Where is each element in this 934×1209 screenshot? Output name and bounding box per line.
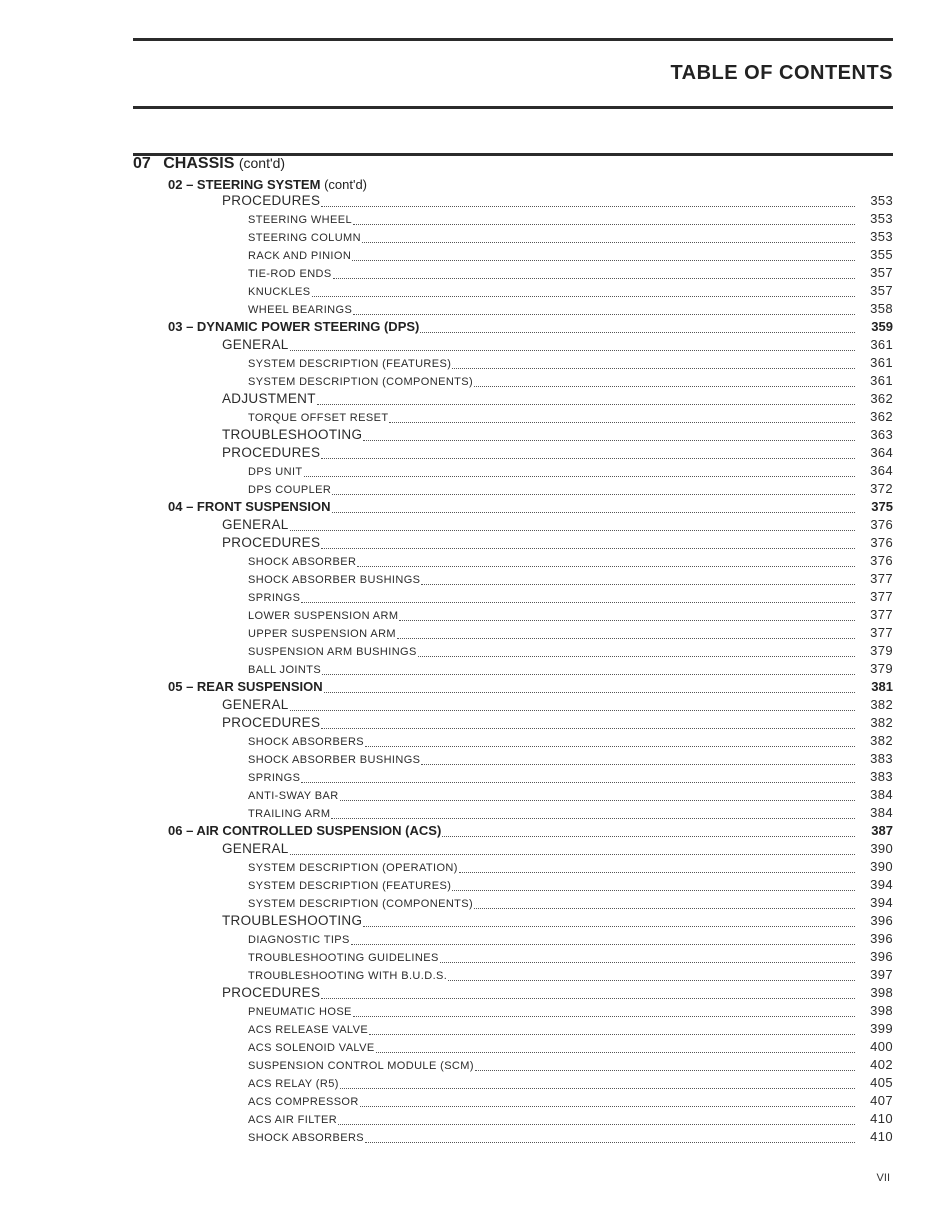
toc-entry-label: ACS RELAY (R5) bbox=[248, 1078, 339, 1090]
toc-entry[interactable] bbox=[0, 678, 934, 696]
toc-entry-label: SYSTEM DESCRIPTION (COMPONENTS) bbox=[248, 376, 474, 388]
toc-entry-page: 396 bbox=[870, 913, 893, 928]
dot-leader bbox=[290, 700, 855, 711]
dot-leader bbox=[365, 736, 855, 747]
toc-entry[interactable] bbox=[0, 660, 934, 678]
toc-entry[interactable] bbox=[0, 372, 934, 390]
toc-entry[interactable] bbox=[0, 1092, 934, 1110]
dot-leader bbox=[397, 628, 855, 639]
chapter-heading bbox=[133, 155, 285, 173]
dot-leader bbox=[312, 286, 856, 297]
toc-entry[interactable] bbox=[0, 354, 934, 372]
toc-entry[interactable] bbox=[0, 480, 934, 498]
toc-entry-label: ANTI-SWAY BAR bbox=[248, 790, 339, 802]
dot-leader bbox=[459, 862, 855, 873]
dot-leader bbox=[365, 1132, 855, 1143]
dot-leader bbox=[448, 970, 855, 981]
toc-entry[interactable] bbox=[0, 516, 934, 534]
dot-leader bbox=[301, 592, 855, 603]
toc-entry-label: GENERAL bbox=[222, 337, 289, 352]
toc-entry-label: DPS COUPLER bbox=[248, 484, 332, 496]
toc-entry-label: SPRINGS bbox=[248, 592, 301, 604]
dot-leader bbox=[420, 322, 855, 333]
dot-leader bbox=[322, 664, 855, 675]
toc-entry-label: PROCEDURES bbox=[222, 715, 321, 730]
dot-leader bbox=[376, 1042, 855, 1053]
toc-entry-page: 384 bbox=[870, 787, 893, 802]
dot-leader bbox=[363, 430, 855, 441]
toc-entry-page: 379 bbox=[870, 661, 893, 676]
toc-entry[interactable] bbox=[0, 696, 934, 714]
chapter-number: 07 bbox=[133, 155, 151, 172]
toc-entry-label: TRAILING ARM bbox=[248, 808, 331, 820]
toc-entry[interactable] bbox=[0, 1020, 934, 1038]
toc-entry[interactable] bbox=[0, 840, 934, 858]
dot-leader bbox=[399, 610, 855, 621]
dot-leader bbox=[290, 844, 855, 855]
dot-leader bbox=[331, 808, 855, 819]
dot-leader bbox=[362, 232, 855, 243]
toc-entry[interactable] bbox=[0, 624, 934, 642]
dot-leader bbox=[321, 448, 855, 459]
toc-entry-label: ACS RELEASE VALVE bbox=[248, 1024, 369, 1036]
toc-entry[interactable] bbox=[0, 462, 934, 480]
toc-entry-page: 407 bbox=[870, 1093, 893, 1108]
toc-entry-label: SYSTEM DESCRIPTION (OPERATION) bbox=[248, 862, 458, 874]
toc-entry-page: 383 bbox=[870, 751, 893, 766]
toc-entry-label: TROUBLESHOOTING bbox=[222, 427, 363, 442]
dot-leader bbox=[418, 646, 855, 657]
toc-entry-label: BALL JOINTS bbox=[248, 664, 322, 676]
dot-leader bbox=[340, 1078, 855, 1089]
toc-entry[interactable] bbox=[0, 858, 934, 876]
toc-entry-label: SYSTEM DESCRIPTION (FEATURES) bbox=[248, 358, 452, 370]
page-title: TABLE OF CONTENTS bbox=[670, 62, 893, 84]
toc-entry-page: 357 bbox=[870, 265, 893, 280]
toc-entry-label: SHOCK ABSORBER bbox=[248, 556, 357, 568]
dot-leader bbox=[352, 250, 855, 261]
toc-entry-label: 06 – AIR CONTROLLED SUSPENSION (ACS) bbox=[168, 823, 442, 838]
toc-entry-label: KNUCKLES bbox=[248, 286, 311, 298]
toc-entry-label: GENERAL bbox=[222, 697, 289, 712]
toc-entry[interactable] bbox=[0, 1110, 934, 1128]
dot-leader bbox=[353, 214, 855, 225]
toc-entry-label: SUSPENSION CONTROL MODULE (SCM) bbox=[248, 1060, 474, 1072]
dot-leader bbox=[332, 502, 855, 513]
dot-leader bbox=[340, 790, 855, 801]
toc-entry[interactable] bbox=[0, 912, 934, 930]
toc-entry-page: 364 bbox=[870, 445, 893, 460]
toc-entry[interactable] bbox=[0, 552, 934, 570]
toc-entry-page: 382 bbox=[870, 715, 893, 730]
toc-entry[interactable] bbox=[0, 768, 934, 786]
dot-leader bbox=[440, 952, 855, 963]
dot-leader bbox=[304, 466, 855, 477]
toc-entry[interactable] bbox=[0, 876, 934, 894]
toc-entry-page: 384 bbox=[870, 805, 893, 820]
toc-entry-label: PROCEDURES bbox=[222, 193, 321, 208]
toc-entry[interactable] bbox=[0, 1074, 934, 1092]
toc-entry-label: TROUBLESHOOTING WITH B.U.D.S. bbox=[248, 970, 448, 982]
toc-entry-page: 353 bbox=[870, 193, 893, 208]
toc-entry-page: 357 bbox=[870, 283, 893, 298]
toc-entry[interactable] bbox=[0, 732, 934, 750]
dot-leader bbox=[324, 682, 855, 693]
page-folio: VII bbox=[876, 1172, 890, 1184]
toc-entry-page: 394 bbox=[870, 877, 893, 892]
toc-entry-page: 398 bbox=[870, 985, 893, 1000]
toc-entry-page: 390 bbox=[870, 841, 893, 856]
toc-entry[interactable] bbox=[0, 822, 934, 840]
chapter-name: CHASSIS bbox=[163, 155, 235, 172]
toc-entry[interactable] bbox=[0, 1002, 934, 1020]
toc-entry[interactable] bbox=[0, 282, 934, 300]
toc-entry-page: 397 bbox=[870, 967, 893, 982]
toc-entry[interactable] bbox=[0, 318, 934, 336]
toc-entry-label: SUSPENSION ARM BUSHINGS bbox=[248, 646, 417, 658]
toc-entry-page: 364 bbox=[870, 463, 893, 478]
toc-entry-label: RACK AND PINION bbox=[248, 250, 352, 262]
dot-leader bbox=[317, 394, 855, 405]
dot-leader bbox=[321, 988, 855, 999]
toc-entry-page: 359 bbox=[871, 319, 893, 334]
toc-entry[interactable] bbox=[0, 570, 934, 588]
toc-entry-page: 358 bbox=[870, 301, 893, 316]
dot-leader bbox=[353, 304, 855, 315]
toc-entry[interactable] bbox=[0, 642, 934, 660]
toc-entry-label: SPRINGS bbox=[248, 772, 301, 784]
toc-entry-page: 376 bbox=[870, 553, 893, 568]
toc-entry-page: 394 bbox=[870, 895, 893, 910]
toc-entry-page: 361 bbox=[870, 355, 893, 370]
toc-entry-page: 398 bbox=[870, 1003, 893, 1018]
toc-entry-page: 353 bbox=[870, 229, 893, 244]
toc-entry-label: GENERAL bbox=[222, 841, 289, 856]
toc-entry-page: 363 bbox=[870, 427, 893, 442]
toc-entry-label: WHEEL BEARINGS bbox=[248, 304, 353, 316]
toc-entry[interactable] bbox=[0, 786, 934, 804]
toc-entry[interactable] bbox=[0, 606, 934, 624]
toc-entry[interactable] bbox=[0, 498, 934, 516]
toc-entry[interactable] bbox=[0, 750, 934, 768]
toc-entry[interactable] bbox=[0, 966, 934, 984]
toc-entry-label: ACS COMPRESSOR bbox=[248, 1096, 359, 1108]
toc-entry-label: TIE-ROD ENDS bbox=[248, 268, 332, 280]
dot-leader bbox=[360, 1096, 855, 1107]
toc-entry-page: 387 bbox=[871, 823, 893, 838]
toc-entry-page: 400 bbox=[870, 1039, 893, 1054]
toc-entry-label: SYSTEM DESCRIPTION (COMPONENTS) bbox=[248, 898, 474, 910]
toc-entry-label: SYSTEM DESCRIPTION (FEATURES) bbox=[248, 880, 452, 892]
toc-entry[interactable] bbox=[0, 804, 934, 822]
toc-list bbox=[0, 192, 934, 1146]
toc-entry-page: 361 bbox=[870, 337, 893, 352]
toc-entry-label: SHOCK ABSORBER BUSHINGS bbox=[248, 754, 421, 766]
toc-entry[interactable] bbox=[0, 894, 934, 912]
dot-leader bbox=[421, 574, 855, 585]
toc-entry[interactable] bbox=[0, 426, 934, 444]
toc-entry[interactable] bbox=[0, 246, 934, 264]
toc-entry-page: 355 bbox=[870, 247, 893, 262]
toc-entry[interactable] bbox=[0, 408, 934, 426]
toc-entry-page: 382 bbox=[870, 733, 893, 748]
dot-leader bbox=[452, 880, 855, 891]
toc-entry-label: PNEUMATIC HOSE bbox=[248, 1006, 352, 1018]
dot-leader bbox=[290, 520, 855, 531]
toc-entry-label: GENERAL bbox=[222, 517, 289, 532]
toc-entry[interactable] bbox=[0, 444, 934, 462]
toc-entry-page: 410 bbox=[870, 1111, 893, 1126]
toc-entry-label: 05 – REAR SUSPENSION bbox=[168, 679, 323, 694]
toc-entry-page: 376 bbox=[870, 517, 893, 532]
dot-leader bbox=[321, 196, 855, 207]
toc-entry-label: SHOCK ABSORBERS bbox=[248, 1132, 365, 1144]
chapter-suffix: (cont'd) bbox=[238, 155, 286, 171]
toc-entry-page: 362 bbox=[870, 409, 893, 424]
dot-leader bbox=[333, 268, 855, 279]
toc-entry-label: STEERING WHEEL bbox=[248, 214, 353, 226]
toc-entry-page: 410 bbox=[870, 1129, 893, 1144]
toc-entry-page: 377 bbox=[870, 607, 893, 622]
toc-entry-page: 399 bbox=[870, 1021, 893, 1036]
toc-entry-label: STEERING COLUMN bbox=[248, 232, 361, 244]
toc-entry-page: 375 bbox=[871, 499, 893, 514]
toc-entry-label: SHOCK ABSORBERS bbox=[248, 736, 365, 748]
dot-leader bbox=[332, 484, 855, 495]
toc-entry-page: 379 bbox=[870, 643, 893, 658]
toc-entry-page: 390 bbox=[870, 859, 893, 874]
toc-entry-label: ACS SOLENOID VALVE bbox=[248, 1042, 375, 1054]
dot-leader bbox=[321, 538, 855, 549]
toc-entry[interactable] bbox=[0, 264, 934, 282]
toc-entry-page: 383 bbox=[870, 769, 893, 784]
toc-entry-page: 361 bbox=[870, 373, 893, 388]
top-rule bbox=[133, 38, 893, 41]
toc-entry-page: 396 bbox=[870, 949, 893, 964]
toc-entry-label: TORQUE OFFSET RESET bbox=[248, 412, 389, 424]
toc-entry-page: 377 bbox=[870, 589, 893, 604]
dot-leader bbox=[301, 772, 855, 783]
toc-entry-page: 362 bbox=[870, 391, 893, 406]
toc-entry-label: PROCEDURES bbox=[222, 985, 321, 1000]
dot-leader bbox=[442, 826, 855, 837]
dot-leader bbox=[338, 1114, 855, 1125]
dot-leader bbox=[475, 1060, 855, 1071]
toc-entry-page: 372 bbox=[870, 481, 893, 496]
toc-entry-label: ADJUSTMENT bbox=[222, 391, 316, 406]
toc-entry[interactable] bbox=[0, 192, 934, 210]
toc-entry[interactable] bbox=[0, 210, 934, 228]
toc-entry[interactable] bbox=[0, 984, 934, 1002]
dot-leader bbox=[290, 340, 855, 351]
toc-entry-page: 405 bbox=[870, 1075, 893, 1090]
dot-leader bbox=[474, 376, 855, 387]
toc-entry[interactable] bbox=[0, 228, 934, 246]
toc-entry[interactable] bbox=[0, 300, 934, 318]
toc-entry-label: DPS UNIT bbox=[248, 466, 303, 478]
dot-leader bbox=[357, 556, 855, 567]
toc-entry[interactable] bbox=[0, 336, 934, 354]
toc-entry-page: 377 bbox=[870, 625, 893, 640]
title-rule bbox=[133, 106, 893, 109]
toc-entry-label: PROCEDURES bbox=[222, 445, 321, 460]
toc-entry[interactable] bbox=[0, 1056, 934, 1074]
toc-entry[interactable] bbox=[0, 390, 934, 408]
toc-entry[interactable] bbox=[0, 1038, 934, 1056]
toc-entry-label: 04 – FRONT SUSPENSION bbox=[168, 499, 331, 514]
subsection-name: 02 – STEERING SYSTEM bbox=[168, 177, 321, 192]
subsection-suffix: (cont'd) bbox=[324, 177, 368, 192]
toc-entry-page: 381 bbox=[871, 679, 893, 694]
dot-leader bbox=[474, 898, 855, 909]
toc-entry-label: 03 – DYNAMIC POWER STEERING (DPS) bbox=[168, 319, 420, 334]
dot-leader bbox=[389, 412, 855, 423]
toc-entry-label: UPPER SUSPENSION ARM bbox=[248, 628, 396, 640]
toc-entry-page: 353 bbox=[870, 211, 893, 226]
toc-entry[interactable] bbox=[0, 1128, 934, 1146]
toc-entry-page: 402 bbox=[870, 1057, 893, 1072]
toc-entry[interactable] bbox=[0, 948, 934, 966]
toc-entry[interactable] bbox=[0, 714, 934, 732]
toc-entry-label: ACS AIR FILTER bbox=[248, 1114, 338, 1126]
toc-entry[interactable] bbox=[0, 534, 934, 552]
toc-entry-label: DIAGNOSTIC TIPS bbox=[248, 934, 350, 946]
dot-leader bbox=[351, 934, 855, 945]
toc-entry-page: 376 bbox=[870, 535, 893, 550]
toc-entry-label: TROUBLESHOOTING GUIDELINES bbox=[248, 952, 439, 964]
toc-entry-label: SHOCK ABSORBER BUSHINGS bbox=[248, 574, 421, 586]
dot-leader bbox=[369, 1024, 855, 1035]
toc-entry-page: 396 bbox=[870, 931, 893, 946]
toc-entry-label: LOWER SUSPENSION ARM bbox=[248, 610, 399, 622]
dot-leader bbox=[363, 916, 855, 927]
dot-leader bbox=[421, 754, 855, 765]
dot-leader bbox=[452, 358, 855, 369]
toc-entry-page: 377 bbox=[870, 571, 893, 586]
toc-entry-page: 382 bbox=[870, 697, 893, 712]
dot-leader bbox=[353, 1006, 855, 1017]
toc-entry[interactable] bbox=[0, 588, 934, 606]
toc-entry-label: TROUBLESHOOTING bbox=[222, 913, 363, 928]
toc-entry-label: PROCEDURES bbox=[222, 535, 321, 550]
subsection-continued-heading bbox=[168, 177, 367, 192]
toc-entry[interactable] bbox=[0, 930, 934, 948]
dot-leader bbox=[321, 718, 855, 729]
